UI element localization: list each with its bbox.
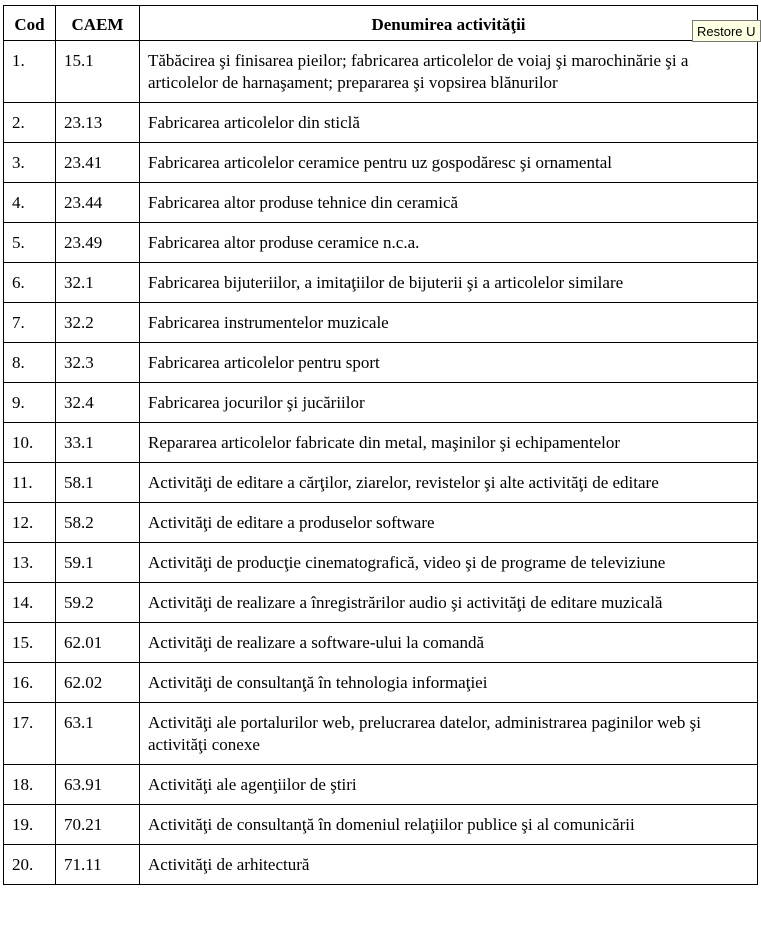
table-body xyxy=(4,41,758,885)
cell-denumire: Fabricarea articolelor ceramice pentru uz gospodăresc şi ornamental xyxy=(140,143,758,183)
table-row xyxy=(4,303,758,343)
table-row xyxy=(4,41,758,103)
cell-denumire: Activităţi de realizare a software-ului la comandă xyxy=(140,623,758,663)
header-row xyxy=(4,6,758,41)
cell-denumire: Activităţi de editare a produselor software xyxy=(140,503,758,543)
cell-caem: 32.4 xyxy=(56,383,140,423)
cell-cod: 6. xyxy=(4,263,56,303)
cell-caem: 23.13 xyxy=(56,103,140,143)
cell-caem: 23.41 xyxy=(56,143,140,183)
cell-cod: 18. xyxy=(4,765,56,805)
cell-denumire: Activităţi de producţie cinematografică, video şi de programe de televiziune xyxy=(140,543,758,583)
cell-caem: 63.91 xyxy=(56,765,140,805)
table-row xyxy=(4,543,758,583)
table-row xyxy=(4,143,758,183)
cell-denumire: Tăbăcirea şi finisarea pieilor; fabricarea articolelor de voiaj şi marochinărie şi a articolelor de harnaşament; prepararea şi vopsirea blănurilor xyxy=(140,41,758,103)
table-row xyxy=(4,663,758,703)
restore-tooltip: Restore U xyxy=(692,20,761,42)
table-row xyxy=(4,703,758,765)
cell-caem: 59.1 xyxy=(56,543,140,583)
header-caem: CAEM xyxy=(56,6,140,41)
cell-cod: 11. xyxy=(4,463,56,503)
cell-denumire: Activităţi de arhitectură xyxy=(140,845,758,885)
cell-denumire: Fabricarea altor produse ceramice n.c.a. xyxy=(140,223,758,263)
table-row xyxy=(4,223,758,263)
cell-cod: 17. xyxy=(4,703,56,765)
table-row xyxy=(4,343,758,383)
cell-cod: 14. xyxy=(4,583,56,623)
cell-cod: 1. xyxy=(4,41,56,103)
cell-denumire: Fabricarea articolelor pentru sport xyxy=(140,343,758,383)
cell-caem: 32.3 xyxy=(56,343,140,383)
table-row xyxy=(4,805,758,845)
cell-caem: 71.11 xyxy=(56,845,140,885)
table-row xyxy=(4,845,758,885)
cell-cod: 5. xyxy=(4,223,56,263)
cell-caem: 62.01 xyxy=(56,623,140,663)
cell-cod: 4. xyxy=(4,183,56,223)
table-row xyxy=(4,463,758,503)
cell-caem: 59.2 xyxy=(56,583,140,623)
cell-caem: 70.21 xyxy=(56,805,140,845)
header-denumire: Denumirea activităţii xyxy=(140,6,758,41)
cell-cod: 16. xyxy=(4,663,56,703)
cell-caem: 33.1 xyxy=(56,423,140,463)
table-row xyxy=(4,503,758,543)
table-row xyxy=(4,383,758,423)
table-row xyxy=(4,583,758,623)
cell-caem: 32.2 xyxy=(56,303,140,343)
cell-cod: 3. xyxy=(4,143,56,183)
cell-caem: 23.49 xyxy=(56,223,140,263)
table-row xyxy=(4,263,758,303)
cell-denumire: Activităţi de realizare a înregistrărilor audio şi activităţi de editare muzicală xyxy=(140,583,758,623)
cell-caem: 15.1 xyxy=(56,41,140,103)
cell-denumire: Activităţi de editare a cărţilor, ziarelor, revistelor şi alte activităţi de editare xyxy=(140,463,758,503)
cell-cod: 2. xyxy=(4,103,56,143)
cell-cod: 15. xyxy=(4,623,56,663)
cell-caem: 62.02 xyxy=(56,663,140,703)
cell-cod: 7. xyxy=(4,303,56,343)
cell-caem: 58.2 xyxy=(56,503,140,543)
cell-denumire: Fabricarea articolelor din sticlă xyxy=(140,103,758,143)
table-row xyxy=(4,423,758,463)
cell-denumire: Activităţi ale agenţiilor de ştiri xyxy=(140,765,758,805)
cell-caem: 63.1 xyxy=(56,703,140,765)
cell-cod: 20. xyxy=(4,845,56,885)
cell-denumire: Fabricarea jocurilor şi jucăriilor xyxy=(140,383,758,423)
table-header xyxy=(4,6,758,41)
cell-denumire: Fabricarea bijuteriilor, a imitaţiilor de bijuterii şi a articolelor similare xyxy=(140,263,758,303)
cell-cod: 8. xyxy=(4,343,56,383)
cell-cod: 10. xyxy=(4,423,56,463)
table-row xyxy=(4,623,758,663)
cell-denumire: Fabricarea altor produse tehnice din ceramică xyxy=(140,183,758,223)
cell-caem: 23.44 xyxy=(56,183,140,223)
table-row xyxy=(4,765,758,805)
table-row xyxy=(4,103,758,143)
cell-denumire: Activităţi ale portalurilor web, prelucrarea datelor, administrarea paginilor web şi activităţi conexe xyxy=(140,703,758,765)
cell-denumire: Repararea articolelor fabricate din metal, maşinilor şi echipamentelor xyxy=(140,423,758,463)
cell-denumire: Activităţi de consultanţă în domeniul relaţiilor publice şi al comunicării xyxy=(140,805,758,845)
cell-denumire: Activităţi de consultanţă în tehnologia informaţiei xyxy=(140,663,758,703)
cell-denumire: Fabricarea instrumentelor muzicale xyxy=(140,303,758,343)
cell-cod: 13. xyxy=(4,543,56,583)
table-row xyxy=(4,183,758,223)
header-cod: Cod xyxy=(4,6,56,41)
cell-cod: 19. xyxy=(4,805,56,845)
cell-caem: 32.1 xyxy=(56,263,140,303)
cell-caem: 58.1 xyxy=(56,463,140,503)
caem-activities-table xyxy=(3,5,758,885)
cell-cod: 9. xyxy=(4,383,56,423)
cell-cod: 12. xyxy=(4,503,56,543)
